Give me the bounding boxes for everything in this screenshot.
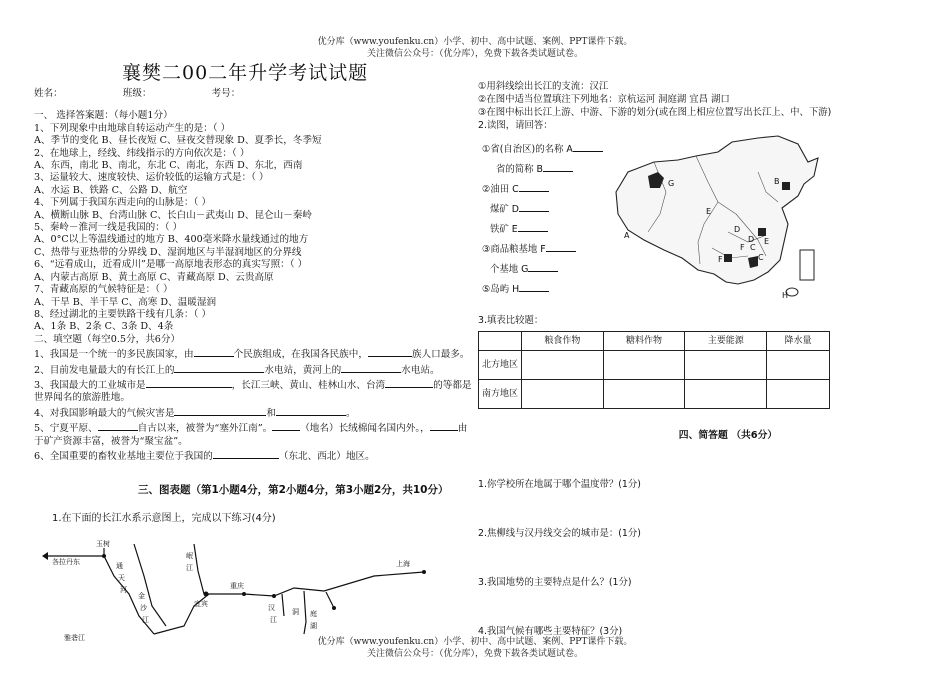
top-header [0, 36, 950, 60]
map-marker [758, 228, 766, 236]
map-letter: D [748, 235, 755, 244]
map-item-d: 煤矿 D [490, 204, 519, 215]
answer-blank[interactable] [213, 448, 279, 459]
short-answer-3: 3.我国地势的主要特点是什么？(1分) [478, 577, 632, 588]
river-task-instruction: 1.在下面的长江水系示意图上，完成以下练习(4分) [52, 513, 276, 525]
examno-label: 考号： [211, 88, 241, 99]
footer-line-1: 优分库（www.youfenku.cn）小学、初中、高中试题、案例、PPT课件下载。 [317, 637, 633, 647]
question-line: A、东西，南北 B、南北，东北 C、南北，东西 D、东北，西南 [34, 160, 303, 172]
table-cell[interactable] [603, 380, 685, 409]
map-marker [724, 254, 732, 262]
yangtze-river-diagram [34, 536, 454, 646]
river-subtask-1: ①用斜线绘出长江的支流：汉江 [478, 81, 609, 92]
table-head-rainfall: 降水量 [767, 332, 830, 351]
section-heading: 一、 选择答案题：（每小题1分） [34, 110, 173, 122]
label-tong: 通 [116, 561, 123, 570]
answer-blank[interactable] [430, 420, 458, 431]
short-answer-2: 2.焦柳线与汉丹线交会的城市是：(1分) [478, 528, 641, 539]
short-answer-heading: 四、简答题 （共6分） [678, 430, 778, 441]
label-he: 河 [120, 585, 127, 594]
question-line: A、水运 B、铁路 C、公路 D、航空 [34, 184, 188, 196]
table-cell[interactable] [603, 351, 685, 380]
label-yushu: 玉树 [96, 539, 110, 548]
header-line-1: 优分库（www.youfenku.cn）小学、初中、高中试题、案例、PPT课件下载。 [317, 37, 633, 47]
river-subtask-2: ②在图中适当位置填注下列地名：京杭运河 洞庭湖 宜昌 湖口 [478, 94, 730, 105]
fill-question-1: 1、我国是一个统一的多民族国家，由 个民族组成，在我国各民族中， 族人口最多。 [34, 346, 460, 361]
question-line: 4、下列属于我国东西走向的山脉是：（ ） [34, 197, 212, 209]
map-item-h: ⑤岛屿 H [482, 284, 520, 295]
map-marker [782, 182, 790, 190]
table-cell[interactable] [522, 380, 604, 409]
class-label: 班级： [122, 88, 152, 99]
china-map [608, 132, 830, 308]
map-item-g: 个基地 G [490, 264, 529, 275]
map-item-b: 省的简称 B [496, 164, 543, 175]
river-subtask-3: ③在图中标出长江上游、中游、下游的划分(或在图上相应位置写出长江上、中、下游) [478, 107, 832, 118]
answer-blank[interactable] [518, 221, 548, 232]
table-corner [479, 332, 522, 351]
map-item-c: ②油田 C [482, 184, 519, 195]
table-title: 3.填表比较题： [478, 315, 544, 326]
question-line: 1、下列现象中由地球自转运动产生的是：（ ） [34, 122, 231, 134]
table-head-sugar: 糖料作物 [603, 332, 685, 351]
map-task-heading: 2.读图，请回答： [478, 120, 553, 131]
tributary-line [134, 544, 166, 626]
answer-blank[interactable] [368, 346, 412, 357]
question-line: C、热带与亚热带的分界线 D、湿润地区与半湿润地区的分界线 [34, 246, 302, 258]
answer-blank[interactable] [174, 405, 266, 416]
page-title: 襄樊二00二年升学考试试题 [122, 62, 369, 84]
fill-question-5: 5、宁夏平原、 自古以来，被誉为“塞外江南”。 （地名）长绒棉闻名国内外。， 由 [34, 420, 460, 435]
table-head-energy: 主要能源 [685, 332, 767, 351]
answer-blank[interactable] [385, 377, 433, 388]
fill-question-6: 6、全国重要的畜牧业基地主要位于我国的 （东北、西北）地区。 [34, 448, 460, 463]
map-letter: G [668, 179, 675, 188]
footer-line-2: 关注微信公众号：（优分库），免费下载各类试题试卷。 [366, 649, 583, 659]
answer-blank[interactable] [519, 281, 549, 292]
question-line: A、内蒙古高原 B、黄土高原 C、青藏高原 D、云贵高原 [34, 271, 274, 283]
label-chongqing: 重庆 [230, 581, 244, 590]
table-row-north: 北方地区 [479, 351, 522, 380]
question-line: 8、经过湖北的主要铁路干线有几条：（ ） [34, 308, 212, 320]
label-yibin: 宜宾 [194, 599, 208, 608]
map-letter: C [758, 253, 764, 262]
question-line: 6、“远看成山，近看成川”是哪一高原地表形态的真实写照：（ ） [34, 259, 308, 271]
answer-blank[interactable] [546, 241, 576, 252]
map-letter: F [740, 243, 745, 252]
section-chart-heading: 三、图表题（第1小题4分，第2小题4分，第3小题2分，共10分） [138, 484, 449, 497]
answer-blank[interactable] [272, 420, 300, 431]
map-letter: H [782, 291, 789, 300]
short-answer-4: 4.我国气候有哪些主要特征？(3分) [478, 626, 623, 637]
question-line: A、0°C以上等温线通过的地方 B、400毫米降水量线通过的地方 [34, 234, 309, 246]
answer-blank[interactable] [573, 141, 603, 152]
fill-question-2: 2、目前发电量最大的有长江上的 水电站，黄河上的 水电站。 [34, 362, 460, 377]
question-line: 2、在地球上，经线、纬线指示的方向依次是：（ ） [34, 147, 250, 159]
table-cell[interactable] [685, 380, 767, 409]
section-fill [34, 333, 472, 464]
question-line: 3、运量较大、速度较快、运价较低的运输方式是：（ ） [34, 172, 269, 184]
student-info [34, 88, 460, 100]
question-line: A、横断山脉 B、台湾山脉 C、长白山－武夷山 D、昆仑山－秦岭 [34, 209, 313, 221]
section-choice [34, 110, 460, 333]
map-letter: D [734, 225, 741, 234]
label-tian: 天 [118, 573, 125, 582]
map-letter: E [706, 207, 712, 216]
table-cell[interactable] [522, 351, 604, 380]
left-column [34, 60, 472, 650]
label-ting: 庭 [310, 609, 317, 618]
answer-blank[interactable] [146, 377, 232, 388]
label-yalongjiang: 雅砻江 [64, 633, 85, 642]
map-item-a: ①省(自治区)的名称 A [482, 144, 573, 155]
label-geladandong: 各拉丹东 [52, 557, 80, 566]
label-han: 汉 [268, 603, 275, 612]
answer-blank[interactable] [174, 362, 264, 373]
answer-blank[interactable] [276, 405, 346, 416]
question-line: A、季节的变化 B、昼长夜短 C、昼夜交替现象 D、夏季长，冬季短 [34, 135, 322, 147]
answer-blank[interactable] [341, 362, 401, 373]
map-item-e: 铁矿 E [490, 224, 518, 235]
right-column [478, 80, 918, 638]
answer-blank[interactable] [519, 181, 549, 192]
fill-question-5-cont: 于矿产资源丰富，被誉为“聚宝盆”。 [34, 435, 188, 447]
question-line: A、干旱 B、半干旱 C、高寒 D、温暖湿润 [34, 296, 217, 308]
name-label: 姓名： [34, 88, 63, 99]
label-dong: 洞 [292, 607, 299, 616]
label-min: 岷 [186, 551, 193, 560]
answer-blank[interactable] [519, 201, 549, 212]
answer-blank[interactable] [98, 420, 138, 431]
header-line-2: 关注微信公众号：（优分库），免费下载各类试题试卷。 [366, 49, 583, 59]
question-line: 5、秦岭－淮河一线是我国的：（ ） [34, 222, 183, 234]
table-row-south: 南方地区 [479, 380, 522, 409]
label-shanghai: 上海 [396, 559, 410, 568]
table-cell[interactable] [767, 351, 830, 380]
question-line: A、1条 B、2条 C、3条 D、4条 [34, 321, 174, 333]
map-letter: B [774, 177, 780, 186]
map-letter: E [764, 237, 770, 246]
answer-blank[interactable] [528, 261, 558, 272]
inset-box [800, 250, 814, 280]
tributary-line [304, 591, 306, 634]
map-letter: F [718, 255, 723, 264]
label-han-jiang: 江 [270, 615, 277, 624]
label-jin: 金 [138, 591, 145, 600]
short-answer-1: 1.你学校所在地属于哪个温度带？(1分) [478, 479, 641, 490]
table-cell[interactable] [767, 380, 830, 409]
tributary-line [194, 544, 204, 594]
fill-question-3-cont: 世界闻名的旅游胜地。 [34, 392, 130, 404]
map-item-f: ③商品粮基地 F [482, 244, 546, 255]
label-sha: 沙 [140, 603, 147, 612]
question-line: 7、青藏高原的气候特征是：（ ） [34, 284, 173, 296]
map-letter: A [624, 231, 630, 240]
fill-question-4: 4、对我国影响最大的气候灾害是 和 。 [34, 405, 460, 420]
label-hu: 湖 [310, 621, 317, 630]
table-head-grain: 粮食作物 [522, 332, 604, 351]
table-cell[interactable] [685, 351, 767, 380]
comparison-table [478, 331, 830, 409]
bottom-footer [0, 636, 950, 660]
answer-blank[interactable] [194, 346, 234, 357]
label-jiang: 江 [142, 615, 149, 624]
china-outline [616, 136, 818, 284]
map-answer-list [482, 140, 603, 300]
map-question-area [478, 132, 918, 308]
map-letter: C [750, 243, 756, 252]
fill-question-3: 3、我国最大的工业城市是 ，长江三峡、黄山、桂林山水、台湾 的等都是 [34, 377, 460, 392]
label-min-jiang: 江 [186, 563, 193, 572]
answer-blank[interactable] [543, 161, 573, 172]
section-heading: 二、填空题（每空0.5分，共6分） [34, 333, 181, 345]
